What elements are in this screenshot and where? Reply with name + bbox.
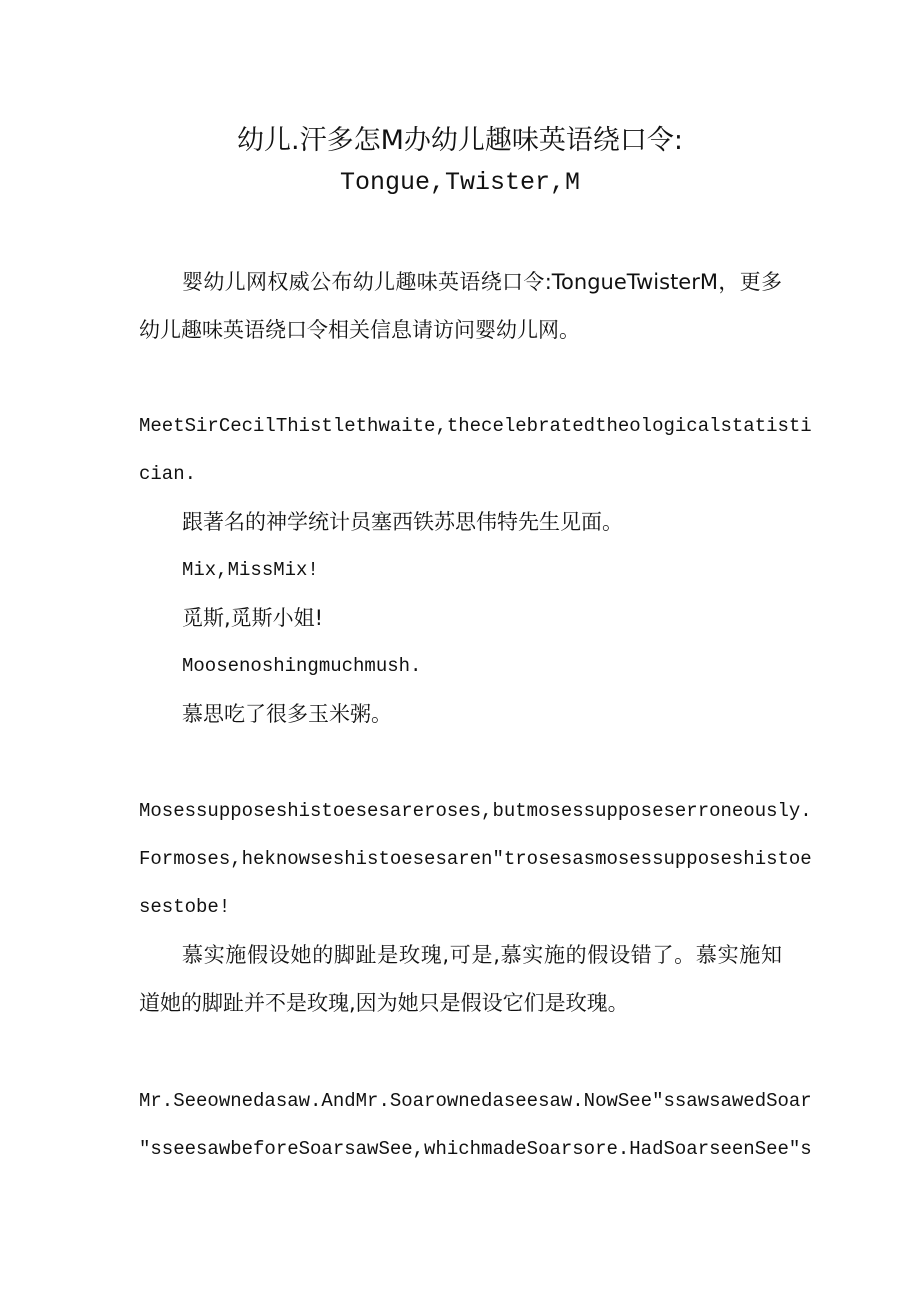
twister-2-chinese: 觅斯,觅斯小姐! (182, 606, 324, 630)
twister-3-chinese: 慕思吃了很多玉米粥。 (182, 702, 392, 726)
twister-4-english-line-2: Formoses,heknowseshistoesesaren″trosesasmosessupposeshistoe (139, 848, 812, 870)
intro-line-2: 幼儿趣味英语绕口令相关信息请访问婴幼儿网。 (139, 318, 580, 342)
twister-4-chinese-line-1: 慕实施假设她的脚趾是玫瑰,可是,慕实施的假设错了。慕实施知 (182, 943, 782, 967)
twister-1-english-line-2: cian. (139, 463, 197, 485)
twister-1-chinese: 跟著名的神学统计员塞西铁苏思伟特先生见面。 (182, 510, 623, 534)
intro-line-1: 婴幼儿网权威公布幼儿趣味英语绕口令:TongueTwisterM，更多 (182, 270, 782, 294)
twister-4-chinese-line-2: 道她的脚趾并不是玫瑰,因为她只是假设它们是玫瑰。 (139, 991, 629, 1015)
twister-2-english: Mix,MissMix! (182, 559, 319, 581)
twister-1-english-line-1: MeetSirCecilThistlethwaite,thecelebratedtheologicalstatisti (139, 415, 812, 437)
twister-4-english-line-1: Mosessupposeshistoesesareroses,butmosessupposeserroneously. (139, 800, 812, 822)
twister-5-english-line-2: ″sseesawbeforeSoarsawSee,whichmadeSoarsore.HadSoarseenSee″s (139, 1138, 812, 1160)
twister-5-english-line-1: Mr.Seeownedasaw.AndMr.Soarownedaseesaw.NowSee″ssawsawedSoar (139, 1090, 812, 1112)
twister-4-english-line-3: sestobe! (139, 896, 231, 918)
page-title: 幼儿.汗多怎M办幼儿趣味英语绕口令: (237, 125, 683, 156)
page-subtitle: Tongue,Twister,M (339, 168, 581, 197)
twister-3-english: Moosenoshingmuchmush. (182, 655, 422, 677)
